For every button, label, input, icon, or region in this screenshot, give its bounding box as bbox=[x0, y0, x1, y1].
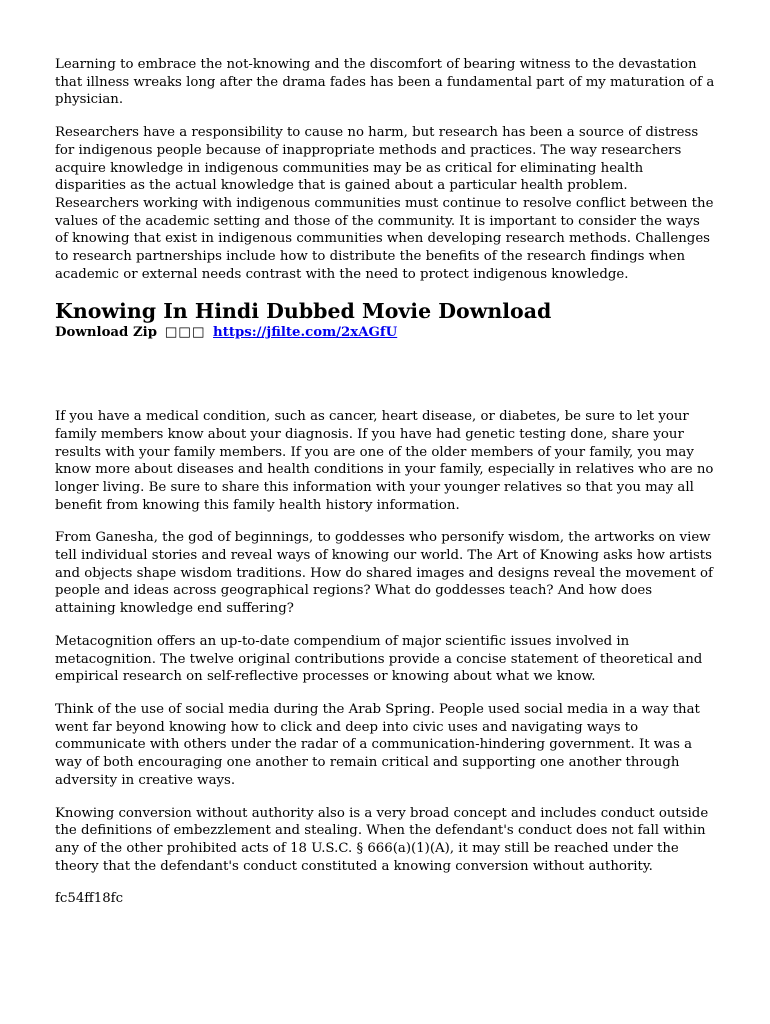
body-paragraph: Metacognition offers an up-to-date compendium of major scientific issues involved in metacognition. The twelve original contributions provide a concise statement of theoretical and empirical research on self-reflective processes or knowing about what we know. bbox=[55, 633, 703, 685]
body-section bbox=[55, 408, 715, 875]
body-paragraph: Think of the use of social media during the Arab Spring. People used social media in a way that went far beyond knowing how to click and deep into civic uses and navigating ways to communicate with others under the radar of a communication-hindering government. It was a way of both encouraging one another to remain critical and supporting one another through adversity in creative ways. bbox=[55, 701, 700, 788]
download-line bbox=[55, 324, 715, 342]
download-link[interactable]: https://jfilte.com/2xAGfU bbox=[213, 325, 398, 341]
footer-code: fc54ff18fc bbox=[55, 891, 124, 907]
body-paragraph: Knowing conversion without authority also is a very broad concept and includes conduct outside the definitions of embezzlement and stealing. When the defendant's conduct does not fall within any of the other prohibited acts of 18 U.S.C. § 666(a)(1)(A), it may still be reached under the theory that the defendant's conduct constituted a knowing conversion without authority. bbox=[55, 805, 709, 874]
intro-section bbox=[55, 56, 715, 283]
document-page bbox=[55, 56, 715, 923]
body-paragraph: From Ganesha, the god of beginnings, to goddesses who personify wisdom, the artworks on view tell individual stories and reveal ways of knowing our world. The Art of Knowing asks how artists and objects shape wisdom traditions. How do shared images and designs reveal the movement of people and ideas across geographical regions? What do goddesses teach? And how does attaining knowledge end suffering? bbox=[55, 530, 713, 617]
intro-paragraph: Researchers have a responsibility to cause no harm, but research has been a source of distress for indigenous people because of inappropriate methods and practices. The way researchers acquire knowledge in indigenous communities may be as critical for eliminating health disparities as the actual knowledge that is gained about a particular health problem. Researchers working with indigenous communities must continue to resolve conflict between the values of the academic setting and those of the community. It is important to consider the ways of knowing that exist in indigenous communities when developing research methods. Challenges to research partnerships include how to distribute the benefits of the research findings when academic or external needs contrast with the need to protect indigenous knowledge. bbox=[55, 125, 714, 282]
arrow-glyphs-icon: □□□ bbox=[164, 325, 206, 341]
body-paragraph: If you have a medical condition, such as cancer, heart disease, or diabetes, be sure to let your family members know about your diagnosis. If you have had genetic testing done, share your results with your family members. If you are one of the older members of your family, you may know more about diseases and health conditions in your family, especially in relatives who are no longer living. Be sure to share this information with your younger relatives so that you may all benefit from knowing this family health history information. bbox=[55, 409, 714, 513]
download-label: Download Zip bbox=[55, 325, 158, 341]
page-title: Knowing In Hindi Dubbed Movie Download bbox=[55, 299, 552, 324]
intro-paragraph: Learning to embrace the not-knowing and the discomfort of bearing witness to the devastation that illness wreaks long after the drama fades has been a fundamental part of my maturation of a physician. bbox=[55, 57, 715, 108]
